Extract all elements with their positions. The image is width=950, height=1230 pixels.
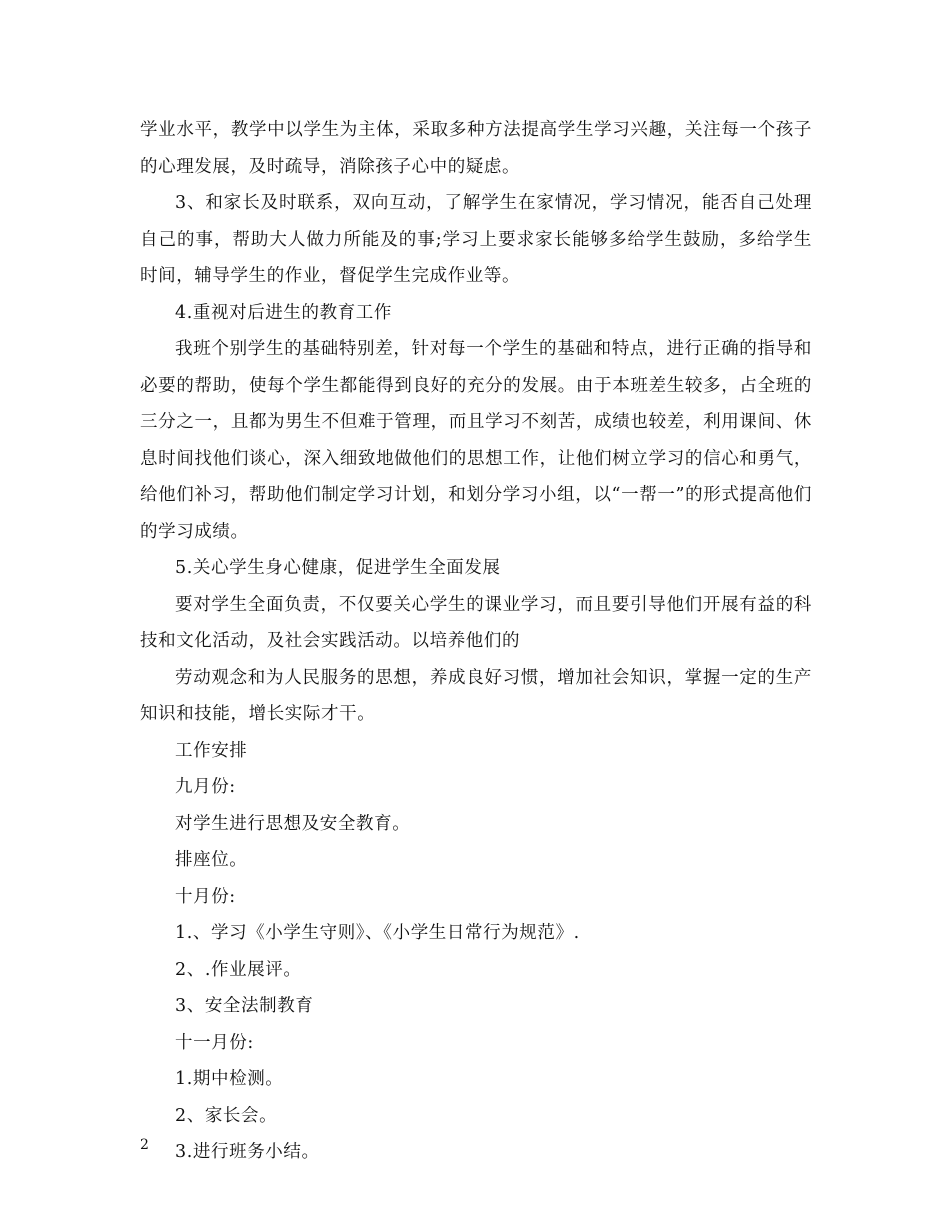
month-october: 十月份: [175, 886, 236, 907]
list-item: 3、安全法制教育 [175, 996, 314, 1016]
list-item: 3.进行班务小结。 [175, 1142, 320, 1162]
list-item: 2、.作业展评。 [175, 959, 302, 980]
paragraph-parent-contact: 3、和家长及时联系，双向互动，了解学生在家情况，学习情况，能否自己处理自己的事，帮助大人做力所能及的事;学习上要求家长能够多给学生鼓励，多给学生时间，辅导学生的作业，督促学生完成作业等。 [140, 193, 812, 286]
list-item: 排座位。 [175, 850, 248, 870]
page-number: 2 [140, 1137, 149, 1153]
list-item: 1.期中检测。 [175, 1069, 284, 1089]
document-body [140, 112, 812, 1171]
list-item: 1.、学习《小学生守则》、《小学生日常行为规范》. [175, 923, 580, 943]
heading-student-health: 5.关心学生身心健康，促进学生全面发展 [175, 558, 501, 578]
paragraph-labor-concepts: 劳动观念和为人民服务的思想，养成良好习惯，增加社会知识，掌握一定的生产知识和技能，增长实际才干。 [140, 667, 812, 724]
month-september: 九月份: [175, 777, 236, 797]
list-item: 2、家长会。 [175, 1105, 278, 1126]
paragraph-continuation: 学业水平，教学中以学生为主体，采取多种方法提高学生学习兴趣，关注每一个孩子的心理发展，及时疏导，消除孩子心中的疑虑。 [140, 120, 812, 177]
paragraph-student-responsibility: 要对学生全面负责，不仅要关心学生的课业学习，而且要引导他们开展有益的科技和文化活动，及社会实践活动。以培养他们的 [140, 594, 812, 651]
heading-remedial-students: 4.重视对后进生的教育工作 [175, 302, 392, 323]
paragraph-remedial-students: 我班个别学生的基础特别差，针对每一个学生的基础和特点，进行正确的指导和必要的帮助，使每个学生都能得到良好的充分的发展。由于本班差生较多，占全班的三分之一，且都为男生不但难于管理，而且学习不刻苦，成绩也较差，利用课间、休息时间找他们谈心，深入细致地做他们的思想工作，让他们树立学习的信心和勇气，给他们补习，帮助他们制定学习计划，和划分学习小组，以“一帮一”的形式提高他们的学习成绩。 [140, 339, 812, 542]
heading-work-schedule: 工作安排 [175, 740, 248, 761]
month-november: 十一月份: [175, 1032, 254, 1053]
list-item: 对学生进行思想及安全教育。 [175, 813, 411, 834]
